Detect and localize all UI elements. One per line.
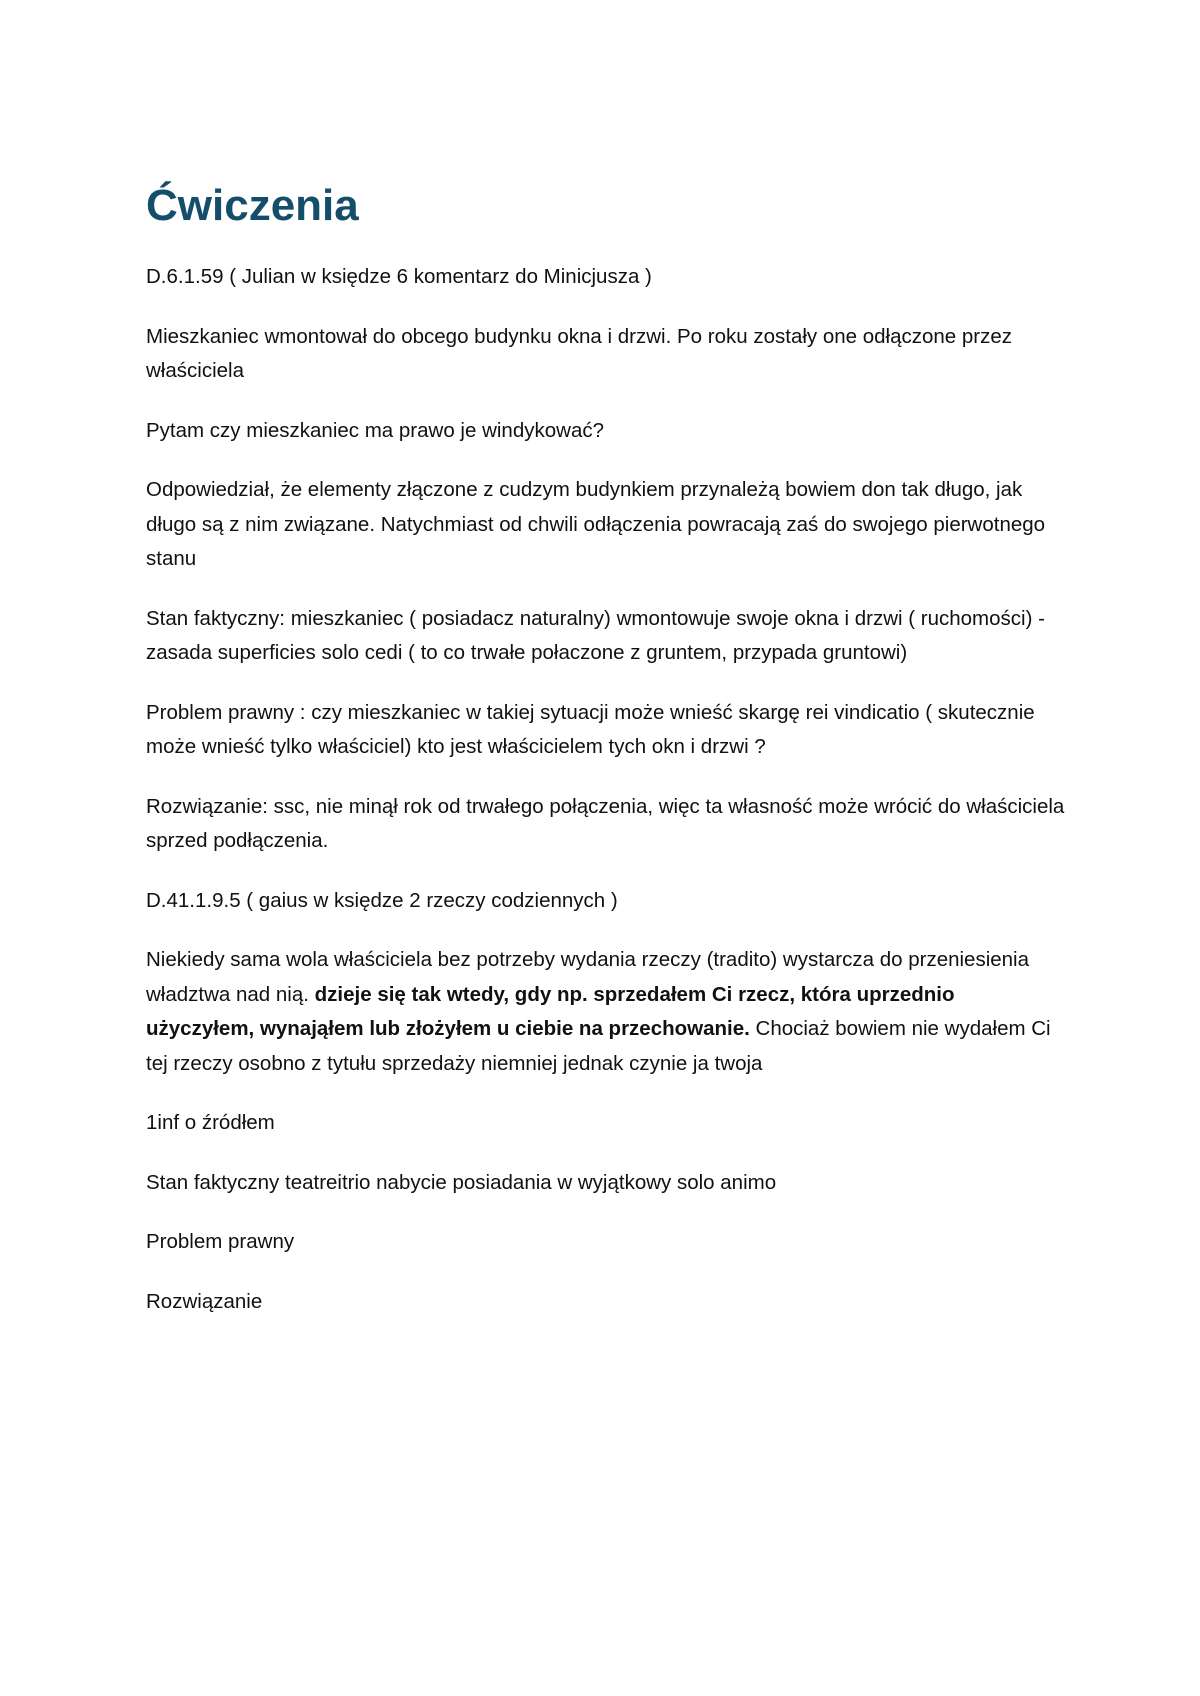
paragraph-legal-problem-2: Problem prawny (146, 1230, 295, 1253)
paragraph-source-info: 1inf o źródłem (146, 1111, 275, 1134)
paragraph-solution: Rozwiązanie: ssc, nie minął rok od trwałego połączenia, więc ta własność może wrócić do właściciela sprzed podłączenia. (146, 794, 1065, 852)
document-body (146, 180, 1066, 1344)
paragraph-facts: Stan faktyczny: mieszkaniec ( posiadacz naturalny) wmontowuje swoje okna i drzwi ( ruchomości) - zasada superficies solo cedi ( to co trwałe połaczone z gruntem, przypada gruntowi) (146, 606, 1045, 664)
paragraph-source-reference-2: D.41.1.9.5 ( gaius w księdze 2 rzeczy codziennych ) (146, 888, 618, 912)
gaius-text-end: Chociaż bowiem nie wydałem Ci tej rzeczy osobno z tytułu sprzedaży niemniej jednak czynie ja twoja (146, 1017, 1051, 1075)
gaius-text-start: Niekiedy sama wola właściciela bez potrzeby wydania rzeczy (tradito) wystarcza do przeniesienia władztwa nad nią. (146, 948, 1030, 1006)
paragraph-legal-problem: Problem prawny : czy mieszkaniec w takiej sytuacji może wnieść skargę rei vindicatio ( skutecznie może wnieść tylko właściciel) kto jest właścicielem tych okn i drzwi ? (146, 700, 1035, 758)
paragraph-source-reference-1: D.6.1.59 ( Julian w księdze 6 komentarz do Minicjusza ) (146, 265, 652, 288)
document-title: Ćwiczenia (146, 181, 359, 230)
paragraph-gaius-text (146, 943, 1066, 1081)
paragraph-case-description: Mieszkaniec wmontował do obcego budynku okna i drzwi. Po roku zostały one odłączone przez właściciela (146, 324, 1013, 382)
paragraph-facts-2: Stan faktyczny teatreitrio nabycie posiadania w wyjątkowy solo animo (146, 1170, 777, 1194)
paragraph-answer: Odpowiedział, że elementy złączone z cudzym budynkiem przynależą bowiem don tak długo, jak długo są z nim związane. Natychmiast od chwili odłączenia powracają zaś do swojego pierwotnego stanu (146, 478, 1046, 570)
gaius-text-bold: dzieje się tak wtedy, gdy np. sprzedałem Ci rzecz, która uprzednio użyczyłem, wynająłem lub złożyłem u ciebie na przechowanie. (146, 982, 955, 1040)
paragraph-solution-2: Rozwiązanie (146, 1289, 263, 1313)
paragraph-question: Pytam czy mieszkaniec ma prawo je windykować? (146, 418, 604, 442)
